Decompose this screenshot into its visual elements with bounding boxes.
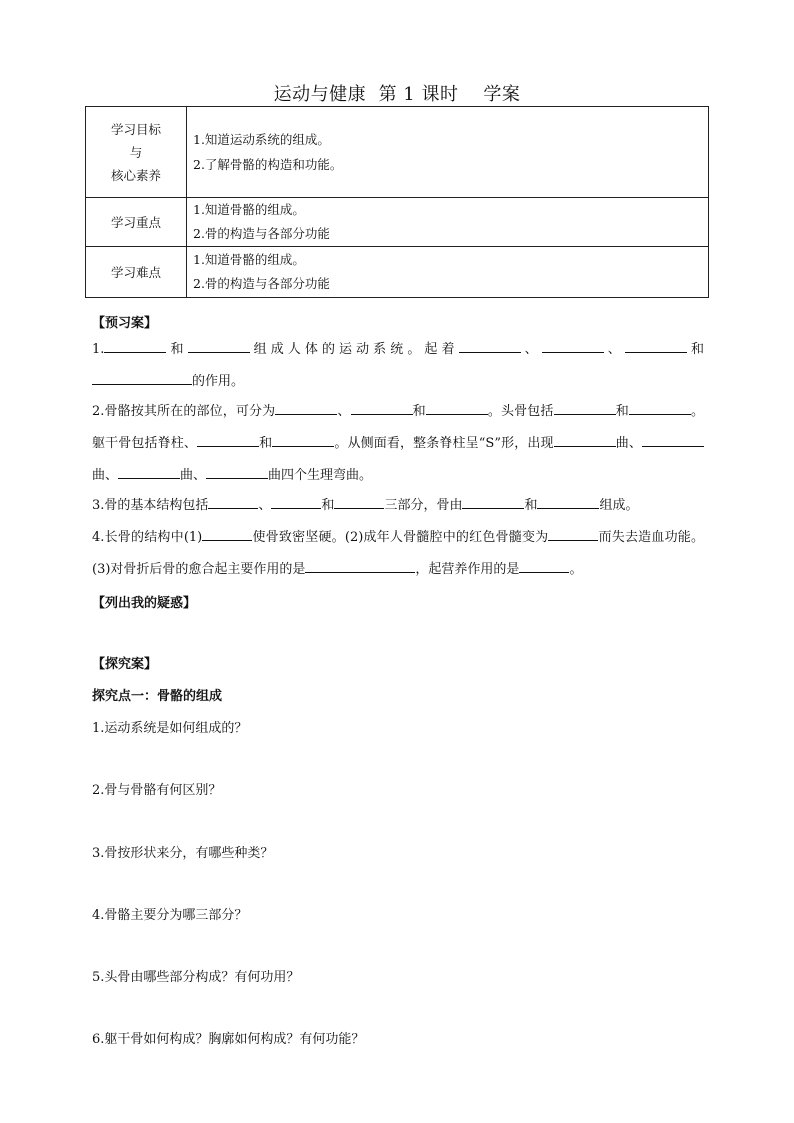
row-label-key-points (86, 198, 187, 247)
text: 曲、 (615, 436, 642, 451)
explore-question-1: 1.运动系统是如何组成的？ (92, 721, 248, 736)
text: 2.骨骼按其所在的部位，可分为 (92, 404, 276, 419)
row-label-goals (86, 107, 187, 198)
fill-blank[interactable] (104, 338, 166, 353)
row-content-key-points (187, 198, 709, 247)
page-title: 运动与健康 第 1 课时 学案 (273, 84, 521, 105)
explore-question-2: 2.骨与骨骼有何区别？ (92, 783, 222, 798)
text: 。头骨包括 (487, 404, 554, 419)
text: 和 (166, 342, 188, 357)
fill-blank[interactable] (426, 400, 488, 415)
text: 和 (321, 498, 335, 513)
fill-blank[interactable] (625, 338, 687, 353)
text: 曲、 (180, 468, 207, 483)
table-row (86, 107, 709, 198)
text: 。 (569, 562, 583, 577)
fill-blank[interactable] (351, 400, 413, 415)
text: 1. (92, 342, 105, 357)
text: 的作用。 (192, 374, 245, 389)
fill-blank[interactable] (272, 432, 334, 447)
list-item: 2.了解骨骼的构造和功能。 (193, 157, 343, 172)
text: 4.长骨的结构中(1) (92, 530, 203, 545)
explore-subheading: 探究点一：骨骼的组成 (92, 689, 223, 704)
fill-blank[interactable] (118, 464, 180, 479)
text: 组成。 (599, 498, 639, 513)
text: 。躯干骨包括脊柱、 (92, 404, 704, 451)
text: 和 (524, 498, 538, 513)
list-item: 1.知道运动系统的组成。 (193, 132, 330, 147)
list-item: 2.骨的构造与各部分功能 (193, 276, 330, 291)
fill-blank[interactable] (208, 494, 258, 509)
fill-blank[interactable] (519, 558, 569, 573)
row-label-difficulties (86, 247, 187, 298)
learning-goals-table (85, 106, 709, 298)
label-line: 学习难点 (110, 264, 161, 280)
row-content-difficulties (187, 247, 709, 298)
fill-blank[interactable] (537, 494, 599, 509)
fill-blank[interactable] (271, 494, 321, 509)
fill-blank[interactable] (92, 370, 192, 385)
fill-blank[interactable] (305, 558, 415, 573)
doubts-heading: 【列出我的疑惑】 (92, 596, 197, 611)
table-row (86, 198, 709, 247)
text: 曲四个生理弯曲。 (268, 468, 373, 483)
list-item: 1.知道骨骼的组成。 (193, 202, 305, 217)
fill-blank[interactable] (275, 400, 337, 415)
fill-blank[interactable] (462, 494, 524, 509)
preview-question-4 (92, 522, 704, 586)
text: 、 (603, 342, 625, 357)
fill-blank[interactable] (197, 432, 259, 447)
text: 三部分，骨由 (384, 498, 463, 513)
text: 和 (259, 436, 273, 451)
row-content-goals (187, 107, 709, 198)
table-row (86, 247, 709, 298)
text: 、 (258, 498, 272, 513)
fill-blank[interactable] (334, 494, 384, 509)
list-item: 2.骨的构造与各部分功能 (193, 226, 330, 241)
preview-heading: 【预习案】 (92, 316, 158, 331)
explore-heading: 【探究案】 (92, 657, 158, 672)
list-item: 1.知道骨骼的组成。 (193, 252, 305, 267)
fill-blank[interactable] (548, 526, 598, 541)
text: 和 (686, 342, 704, 357)
preview-question-3 (92, 490, 704, 522)
text: 、 (520, 342, 542, 357)
fill-blank[interactable] (206, 464, 268, 479)
preview-question-1 (92, 334, 704, 398)
text: 曲、 (92, 468, 119, 483)
text: 和 (412, 404, 426, 419)
label-line: 学习目标 (110, 121, 161, 137)
text: 组成人体的运动系统。起着 (249, 342, 459, 357)
label-line: 核心素养 (110, 167, 161, 183)
text: 、 (337, 404, 351, 419)
text: 和 (615, 404, 629, 419)
explore-question-6: 6.躯干骨如何构成？胸廓如何构成？有何功能？ (92, 1032, 365, 1047)
fill-blank[interactable] (554, 432, 616, 447)
text: 而失去造血功能。(3)对骨折后骨的愈合起主要作用的是 (92, 530, 704, 577)
text: 。从侧面看，整条脊柱呈“S”形，出现 (334, 436, 554, 451)
explore-question-4: 4.骨骼主要分为哪三部分？ (92, 908, 248, 923)
fill-blank[interactable] (629, 400, 691, 415)
preview-question-2 (92, 396, 704, 492)
explore-question-5: 5.头骨由哪些部分构成？有何功用？ (92, 970, 300, 985)
text: 使骨致密坚硬。(2)成年人骨髓腔中的红色骨髓变为 (252, 530, 549, 545)
fill-blank[interactable] (459, 338, 521, 353)
label-line: 与 (129, 144, 143, 160)
fill-blank[interactable] (202, 526, 252, 541)
fill-blank[interactable] (542, 338, 604, 353)
text: ，起营养作用的是 (415, 562, 520, 577)
fill-blank[interactable] (642, 432, 704, 447)
fill-blank[interactable] (554, 400, 616, 415)
text: 3.骨的基本结构包括 (92, 498, 209, 513)
fill-blank[interactable] (188, 338, 250, 353)
explore-question-3: 3.骨按形状来分，有哪些种类？ (92, 846, 274, 861)
label-line: 学习重点 (110, 214, 161, 230)
